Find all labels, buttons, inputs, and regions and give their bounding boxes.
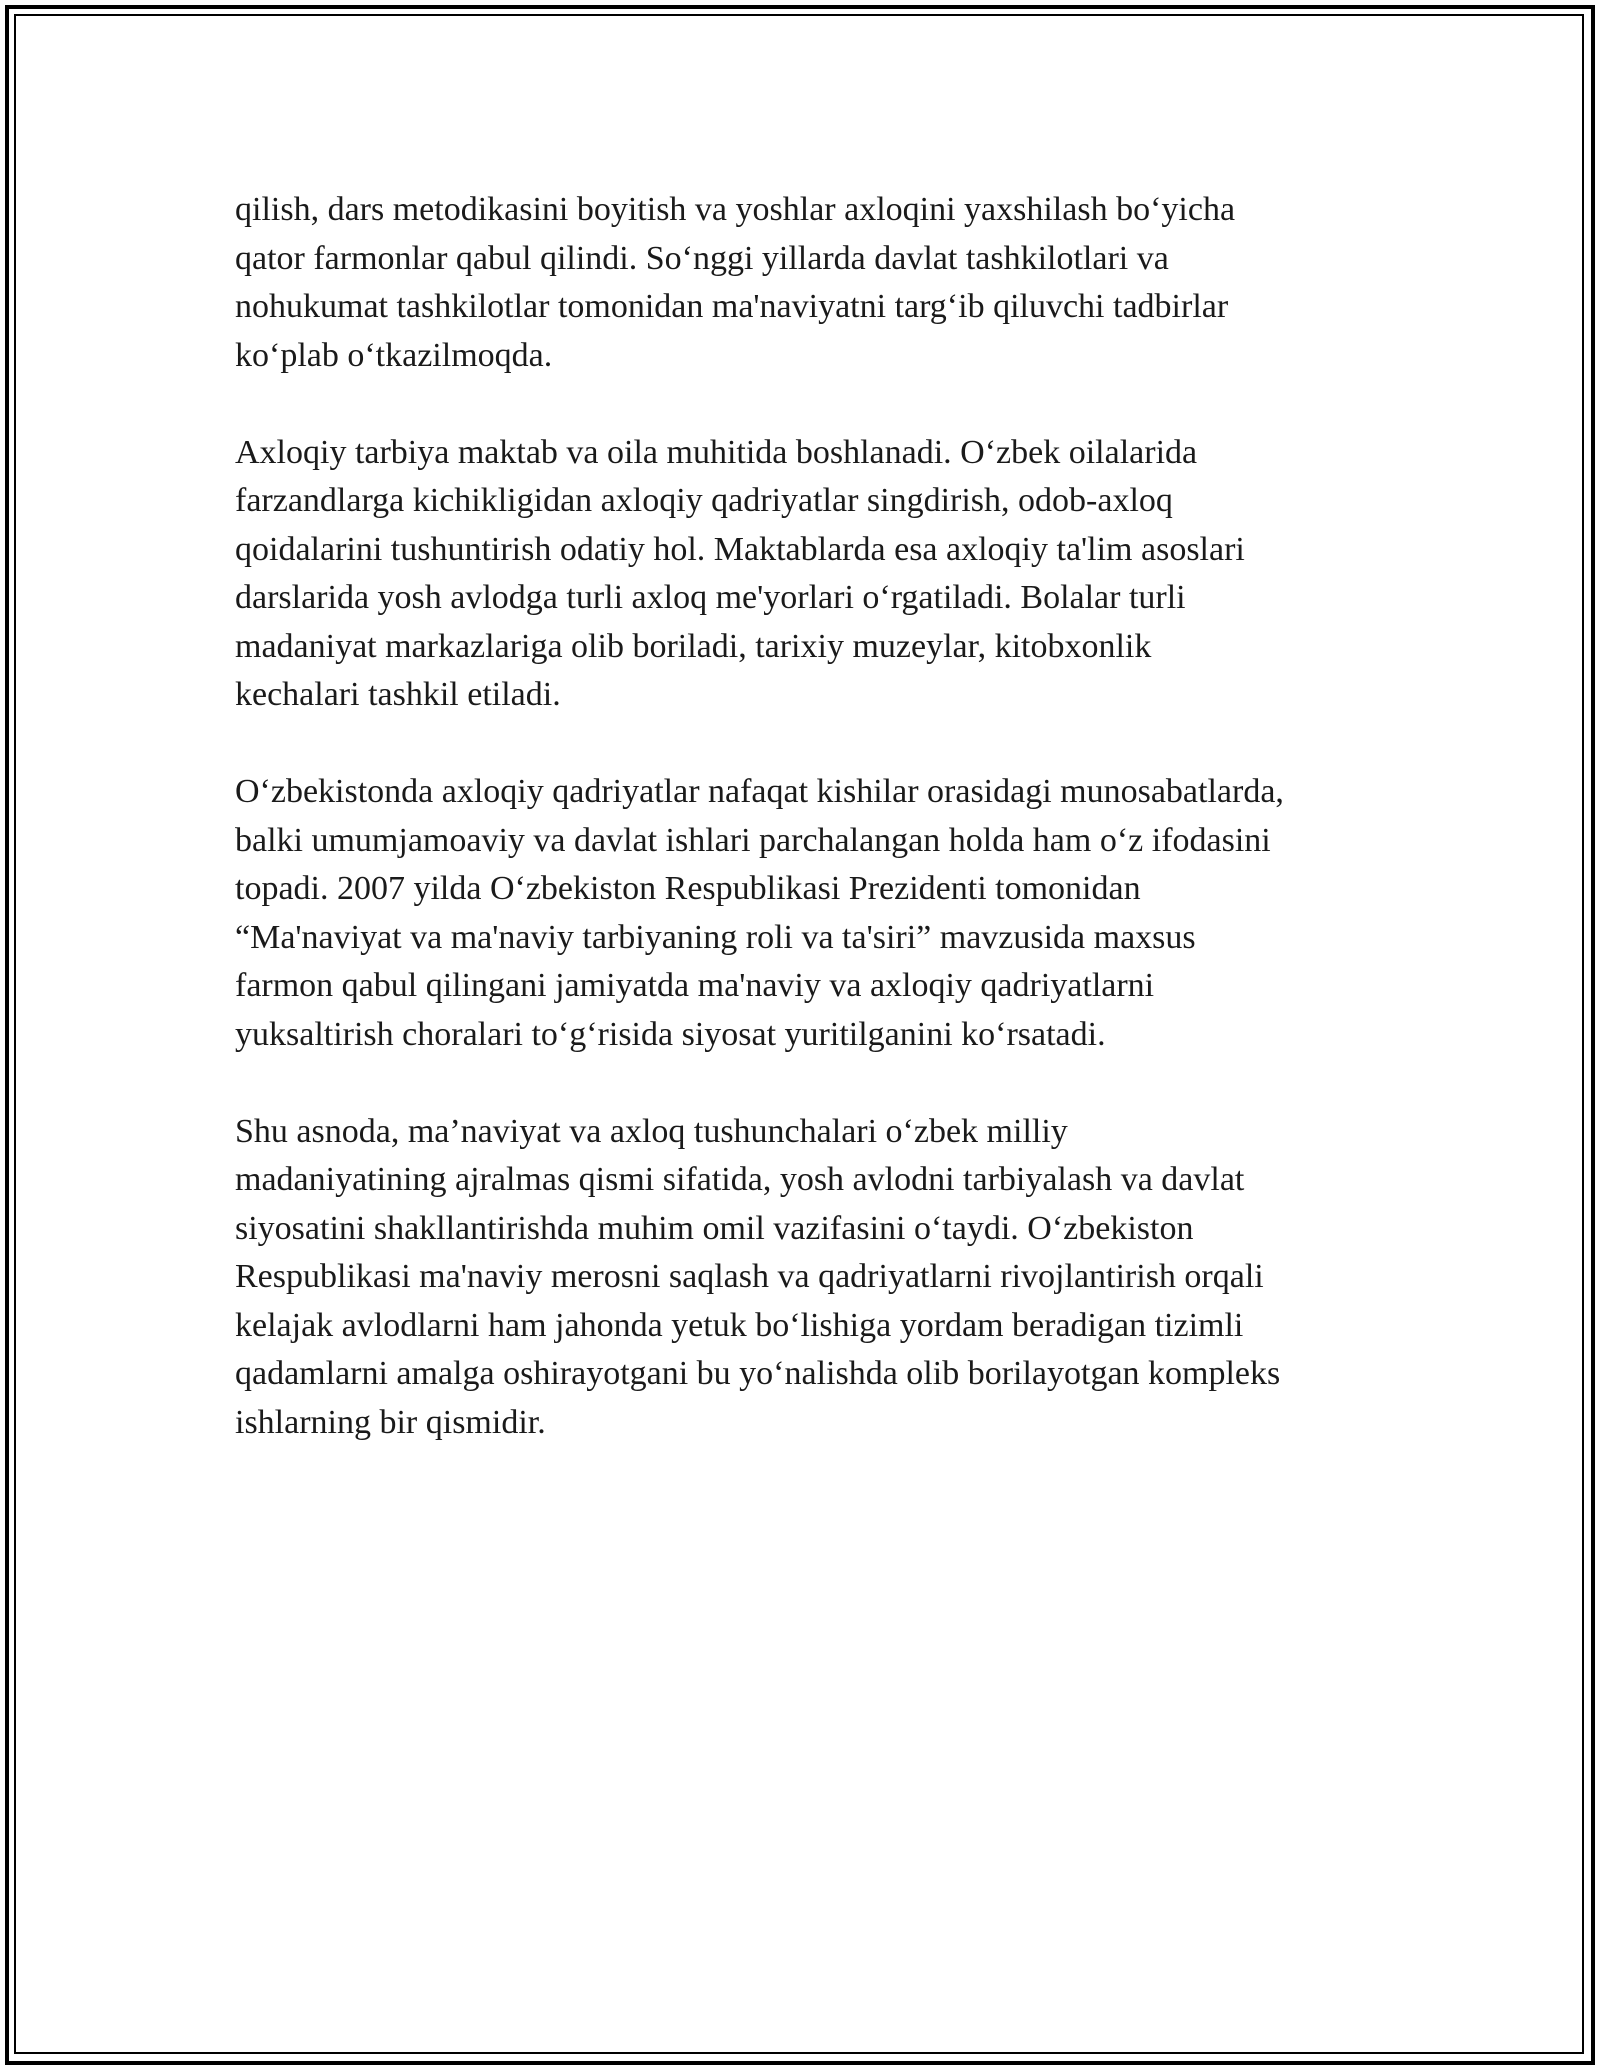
paragraph-1: qilish, dars metodikasini boyitish va yoshlar axloqini yaxshilash bo‘yicha qator farmonlar qabul qilindi. So‘nggi yillarda davlat tashkilotlari va nohukumat tashkilotlar tomonidan ma'naviyatni targ‘ib qiluvchi tadbirlar ko‘plab o‘tkazilmoqda. — [235, 191, 1236, 374]
paragraph-2: Axloqiy tarbiya maktab va oila muhitida boshlanadi. O‘zbek oilalarida farzandlarga kichikligidan axloqiy qadriyatlar singdirish, odob-axloq qoidalarini tushuntirish odatiy hol. Maktablarda esa axloqiy ta'lim asoslari darslarida yosh avlodga turli axloq me'yorlari o‘rgatiladi. Bolalar turli madaniyat markazlariga olib boriladi, tarixiy muzeylar, kitobxonlik kechalari tashkil etiladi. — [235, 433, 1245, 713]
document-body — [235, 186, 1375, 1496]
paragraph-4: Shu asnoda, ma’naviyat va axloq tushunchalari o‘zbek milliy madaniyatining ajralmas qismi sifatida, yosh avlodni tarbiyalash va davlat siyosatini shakllantirishda muhim omil vazifasini o‘taydi. O‘zbekiston Respublikasi ma'naviy merosni saqlash va qadriyatlarni rivojlantirish orqali kelajak avlodlarni ham jahonda yetuk bo‘lishiga yordam beradigan tizimli qadamlarni amalga oshirayotgani bu yo‘nalishda olib borilayotgan kompleks ishlarning bir qismidir. — [235, 1112, 1281, 1441]
paragraph-3: O‘zbekistonda axloqiy qadriyatlar nafaqat kishilar orasidagi munosabatlarda, balki umumjamoaviy va davlat ishlari parchalangan holda ham o‘z ifodasini topadi. 2007 yilda O‘zbekiston Respublikasi Prezidenti tomonidan “Ma'naviyat va ma'naviy tarbiyaning roli va ta'siri” mavzusida maxsus farmon qabul qilingani jamiyatda ma'naviy va axloqiy qadriyatlarni yuksaltirish choralari to‘g‘risida siyosat yuritilganini ko‘rsatadi. — [235, 773, 1284, 1053]
